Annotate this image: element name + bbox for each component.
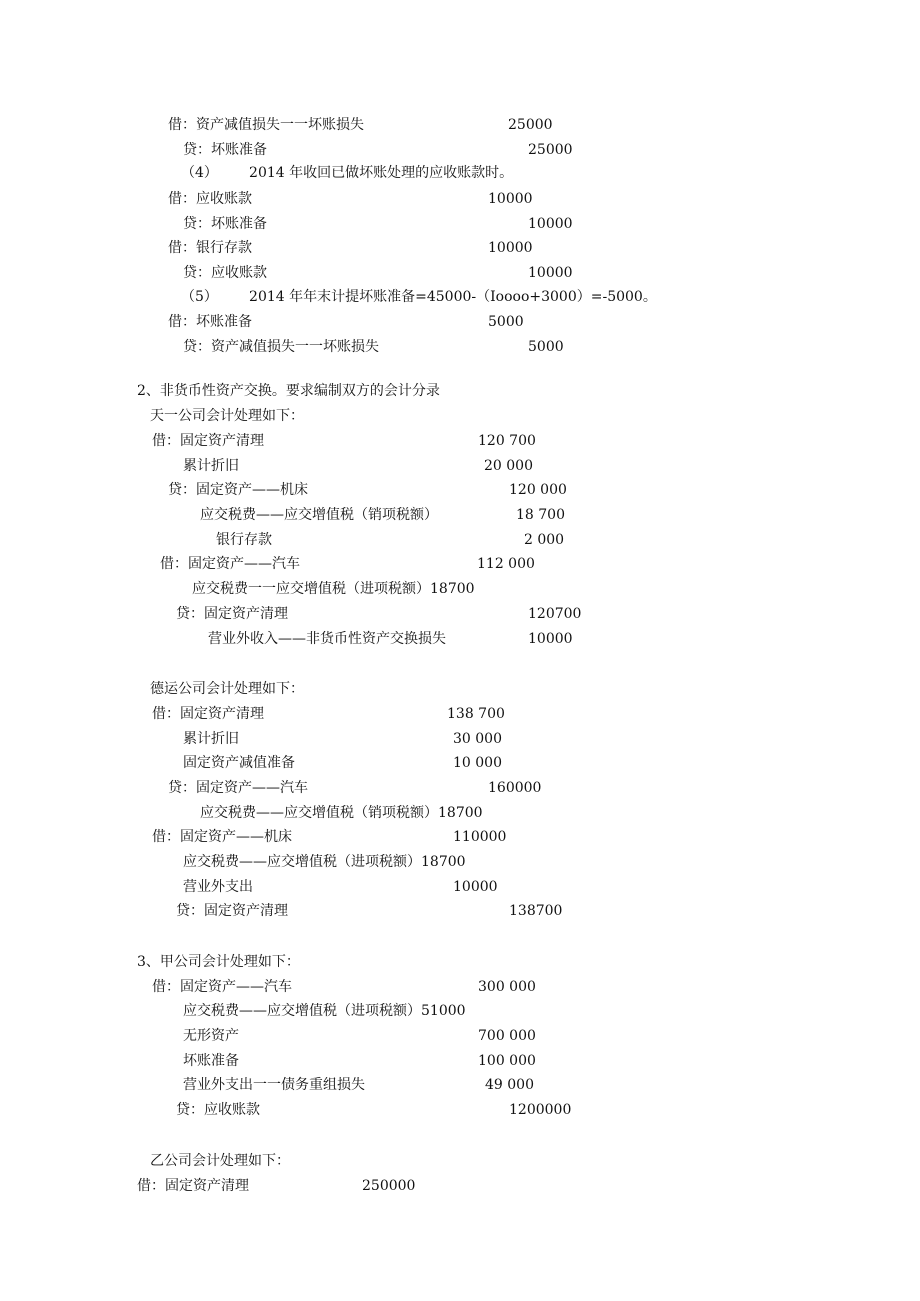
line-amount: 250000: [362, 1178, 416, 1194]
line-amount: 18 700: [516, 507, 565, 523]
entry-line: [0, 335, 920, 359]
line-amount: 10000: [488, 191, 533, 207]
line-text: 贷：固定资产——机床: [168, 482, 308, 498]
entry-line: [0, 801, 920, 825]
entry-line: [0, 825, 920, 849]
line-text: 借：固定资产清理: [137, 1178, 249, 1194]
line-text: 营业外支出一一债务重组损失: [183, 1077, 365, 1093]
entry-line: [0, 478, 920, 502]
entry-line: [0, 776, 920, 800]
line-amount: 700 000: [478, 1028, 536, 1044]
line-text: 3、甲公司会计处理如下：: [137, 954, 300, 970]
line-amount: 110000: [453, 829, 507, 845]
line-text: 固定资产减值准备: [183, 755, 295, 771]
line-amount: 10000: [488, 240, 533, 256]
line-text: 借：固定资产清理: [152, 706, 264, 722]
line-text: 贷：应收账款: [176, 1102, 260, 1118]
line-text: 德运公司会计处理如下：: [150, 681, 304, 697]
entry-line: [0, 899, 920, 923]
entry-line: [0, 1098, 920, 1122]
entry-line: [0, 1174, 920, 1198]
line-amount: 112 000: [477, 556, 535, 572]
line-text: 借：坏账准备: [168, 314, 252, 330]
entry-line: [0, 187, 920, 211]
line-text: 银行存款: [216, 532, 272, 548]
entry-line: [0, 285, 920, 309]
entry-line: [0, 602, 920, 626]
line-amount: 10000: [453, 879, 498, 895]
entry-line: [0, 727, 920, 751]
line-amount: 20 000: [484, 458, 533, 474]
entry-line: [0, 261, 920, 285]
entry-line: [0, 702, 920, 726]
entry-line: [0, 975, 920, 999]
entry-line: [0, 1024, 920, 1048]
entry-line: [0, 577, 920, 601]
line-amount: 5000: [528, 339, 564, 355]
entry-line: [0, 429, 920, 453]
entry-line: [0, 503, 920, 527]
line-amount: 49 000: [485, 1077, 534, 1093]
line-text: 借：固定资产——机床: [152, 829, 292, 845]
line-text: 天一公司会计处理如下：: [150, 408, 304, 424]
line-text: 借：固定资产——汽车: [160, 556, 300, 572]
section-heading: [0, 950, 920, 974]
entry-line: [0, 113, 920, 137]
line-text: 贷：坏账准备: [183, 142, 267, 158]
line-text: 2、非货币性资产交换。要求编制双方的会计分录: [137, 383, 440, 399]
line-amount: 10000: [528, 265, 573, 281]
subsection-heading: [0, 1149, 920, 1173]
line-text: 应交税费——应交增值税（进项税额）18700: [183, 854, 466, 870]
line-text: 贷：固定资产清理: [176, 606, 288, 622]
line-text: 借：固定资产清理: [152, 433, 264, 449]
entry-line: [0, 552, 920, 576]
line-amount: 300 000: [478, 979, 536, 995]
line-amount: 5000: [488, 314, 524, 330]
line-amount: 120 000: [509, 482, 567, 498]
line-amount: 10000: [528, 631, 573, 647]
line-text: 借：银行存款: [168, 240, 252, 256]
entry-line: [0, 212, 920, 236]
line-text: 借：固定资产——汽车: [152, 979, 292, 995]
line-text: 坏账准备: [183, 1053, 239, 1069]
line-text: 借：资产减值损失一一坏账损失: [168, 117, 364, 133]
line-text: 贷：固定资产——汽车: [168, 780, 308, 796]
entry-line: [0, 161, 920, 185]
line-text: （4） 2014 年收回已做坏账处理的应收账款时。: [181, 165, 514, 181]
line-amount: 30 000: [453, 731, 502, 747]
entry-line: [0, 751, 920, 775]
entry-line: [0, 850, 920, 874]
entry-line: [0, 528, 920, 552]
subsection-heading: [0, 677, 920, 701]
line-text: 贷：资产减值损失一一坏账损失: [183, 339, 379, 355]
line-text: 应交税费——应交增值税（进项税额）51000: [183, 1003, 466, 1019]
line-text: 营业外支出: [183, 879, 253, 895]
line-text: 无形资产: [183, 1028, 239, 1044]
line-text: 累计折旧: [183, 458, 239, 474]
line-text: 贷：坏账准备: [183, 216, 267, 232]
section-heading: [0, 379, 920, 403]
line-text: 贷：固定资产清理: [176, 903, 288, 919]
line-text: 应交税费——应交增值税（销项税额）18700: [200, 805, 483, 821]
line-amount: 10000: [528, 216, 573, 232]
entry-line: [0, 1049, 920, 1073]
line-amount: 25000: [528, 142, 573, 158]
entry-line: [0, 236, 920, 260]
entry-line: [0, 627, 920, 651]
entry-line: [0, 138, 920, 162]
line-amount: 10 000: [453, 755, 502, 771]
entry-line: [0, 875, 920, 899]
entry-line: [0, 999, 920, 1023]
line-amount: 25000: [508, 117, 553, 133]
line-amount: 138700: [509, 903, 563, 919]
line-text: 应交税费——应交增值税（销项税额）: [200, 507, 438, 523]
line-amount: 138 700: [447, 706, 505, 722]
line-amount: 120700: [528, 606, 582, 622]
line-text: （5） 2014 年年末计提坏账准备=45000-（Ioooo+3000）=-5000。: [181, 289, 657, 305]
line-amount: 100 000: [478, 1053, 536, 1069]
line-text: 贷：应收账款: [183, 265, 267, 281]
entry-line: [0, 454, 920, 478]
line-text: 借：应收账款: [168, 191, 252, 207]
line-amount: 120 700: [478, 433, 536, 449]
line-amount: 1200000: [509, 1102, 572, 1118]
subsection-heading: [0, 404, 920, 428]
line-text: 乙公司会计处理如下：: [150, 1153, 290, 1169]
line-text: 应交税费一一应交增值税（进项税额）18700: [192, 581, 475, 597]
line-amount: 160000: [488, 780, 542, 796]
entry-line: [0, 1073, 920, 1097]
line-text: 营业外收入——非货币性资产交换损失: [208, 631, 446, 647]
line-text: 累计折旧: [183, 731, 239, 747]
entry-line: [0, 310, 920, 334]
line-amount: 2 000: [524, 532, 565, 548]
